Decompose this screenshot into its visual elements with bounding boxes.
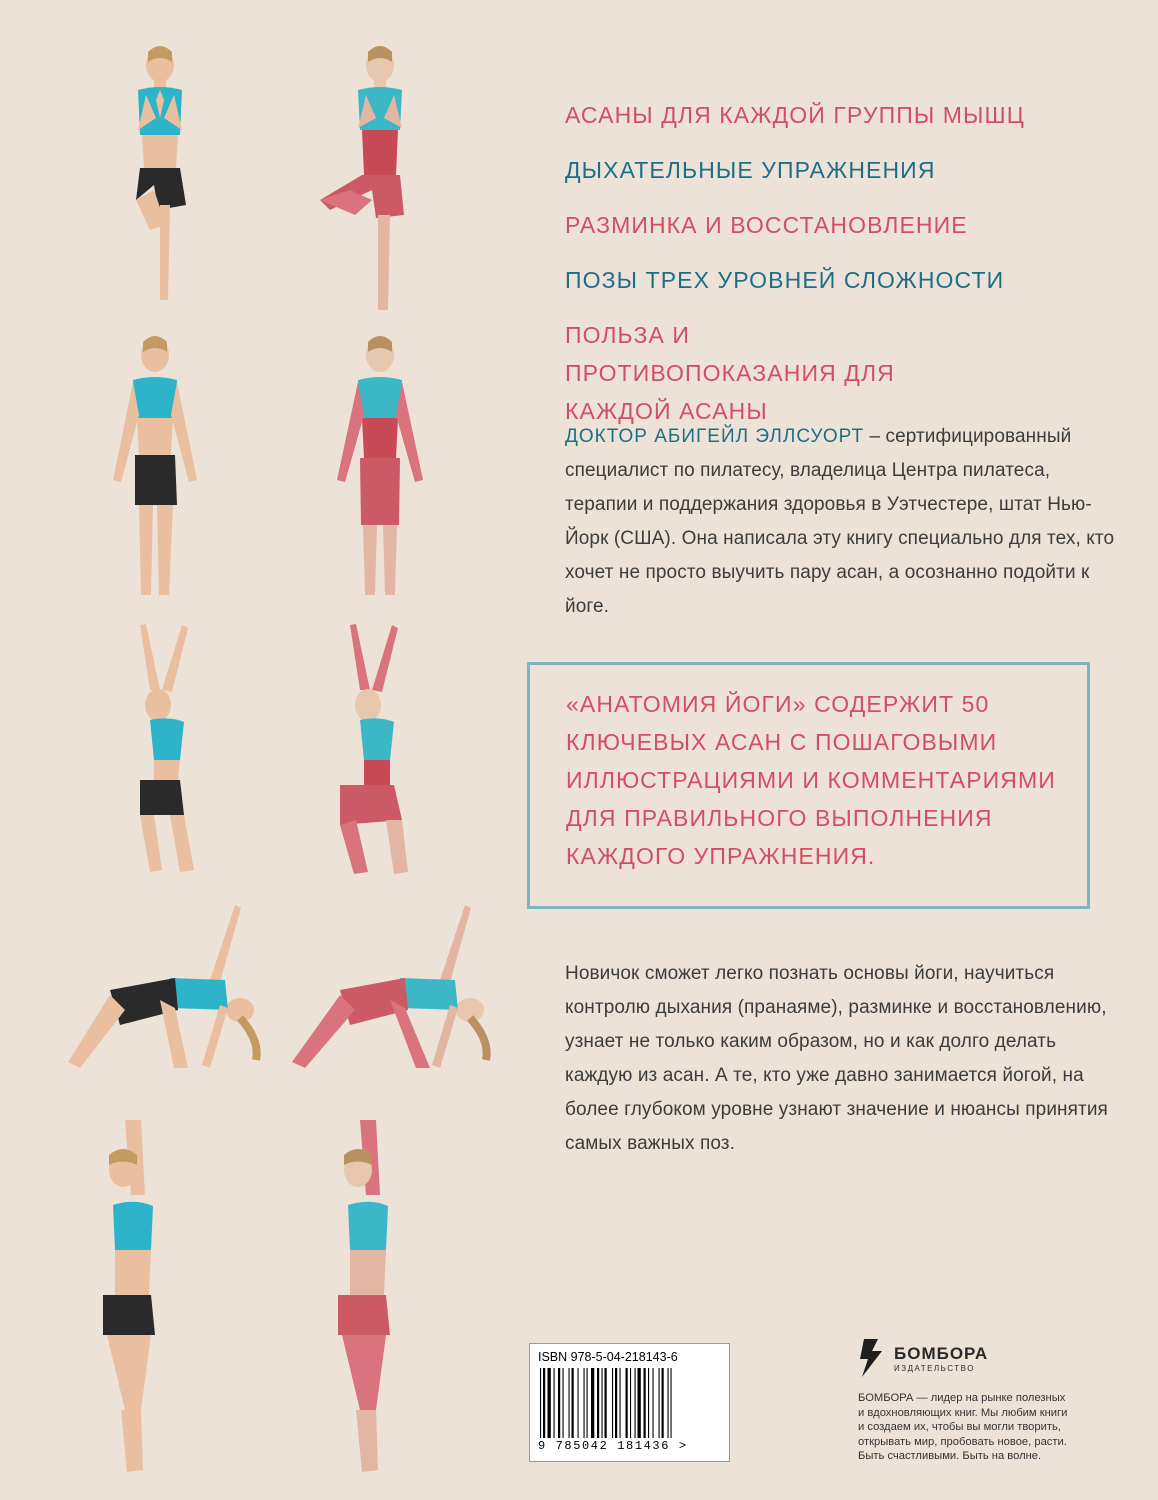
anatomy-chair-pose — [310, 620, 440, 880]
barcode-stripe — [612, 1368, 613, 1438]
anatomy-mountain-pose — [315, 330, 445, 605]
barcode-bars — [538, 1368, 722, 1438]
barcode-stripe — [587, 1368, 588, 1438]
isbn-label: ISBN 978-5-04-218143-6 — [538, 1350, 678, 1364]
anatomy-triangle-pose — [280, 900, 510, 1070]
publisher-subtitle: ИЗДАТЕЛЬСТВО — [894, 1363, 975, 1373]
barcode-stripe — [578, 1368, 579, 1438]
barcode-stripe — [584, 1368, 585, 1438]
anatomy-tree-pose — [310, 40, 440, 320]
pose-illustrations — [0, 0, 540, 1500]
barcode-stripe — [644, 1368, 646, 1438]
barcode-stripe — [548, 1368, 551, 1438]
barcode-number: 9 785042 181436 > — [538, 1439, 688, 1453]
barcode-stripe — [563, 1368, 564, 1438]
description: Новичок сможет легко познать основы йоги, научиться контролю дыхания (пранаяме), разминке и восстановлению, узнает не только каким образом, но и как долго делать каждую из асан. А те, кто уже давно занимается йогой, на более глубоком уровне узнают значение и нюансы принятия самых важных поз. — [565, 963, 1108, 1154]
barcode-stripe — [668, 1368, 669, 1438]
feature-item: АСАНЫ ДЛЯ КАЖДОЙ ГРУППЫ МЫШЦ — [565, 102, 1025, 128]
quote-text: «АНАТОМИЯ ЙОГИ» СОДЕРЖИТ 50 КЛЮЧЕВЫХ АСАН С ПОШАГОВЫМИ ИЛЛЮСТРАЦИЯМИ И КОММЕНТАРИЯМИ ДЛЯ ПРАВИЛЬНОГО ВЫПОЛНЕНИЯ КАЖДОГО УПРАЖНЕНИЯ. — [566, 691, 1056, 869]
barcode-stripe — [653, 1368, 654, 1438]
barcode-stripe — [662, 1368, 664, 1438]
feature-item: РАЗМИНКА И ВОССТАНОВЛЕНИЕ — [565, 212, 968, 238]
barcode-stripe — [554, 1368, 555, 1438]
publisher-name: БОМБОРА — [894, 1343, 989, 1363]
publisher-logo — [858, 1335, 1068, 1381]
isbn-barcode — [529, 1343, 730, 1462]
anatomy-eagle-pose — [310, 1110, 420, 1480]
feature-item: ПОЗЫ ТРЕХ УРОВНЕЙ СЛОЖНОСТИ — [565, 267, 1005, 293]
barcode-stripe — [638, 1368, 641, 1438]
bombora-wave-icon — [858, 1337, 888, 1379]
photo-mountain-pose — [95, 330, 215, 605]
barcode-stripe — [543, 1368, 545, 1438]
barcode-stripe — [605, 1368, 607, 1438]
feature-list — [565, 96, 1125, 447]
feature-item: ПОЛЬЗА И ПРОТИВОПОКАЗАНИЯ ДЛЯ КАЖДОЙ АСАНЫ — [565, 322, 895, 424]
barcode-stripe — [630, 1368, 631, 1438]
barcode-stripe — [626, 1368, 628, 1438]
barcode-stripe — [569, 1368, 570, 1438]
author-bio — [565, 420, 1127, 624]
barcode-stripe — [597, 1368, 599, 1438]
barcode-stripe — [558, 1368, 560, 1438]
photo-triangle-pose — [60, 900, 280, 1070]
quote-frame — [527, 662, 1090, 909]
photo-chair-pose — [110, 620, 220, 880]
barcode-stripe — [602, 1368, 603, 1438]
barcode-stripe — [620, 1368, 621, 1438]
barcode-stripe — [648, 1368, 649, 1438]
barcode-stripe — [671, 1368, 672, 1438]
barcode-stripe — [659, 1368, 660, 1438]
feature-item: ДЫХАТЕЛЬНЫЕ УПРАЖНЕНИЯ — [565, 157, 936, 183]
author-name: ДОКТОР АБИГЕЙЛ ЭЛЛСУОРТ — [565, 426, 865, 447]
barcode-stripe — [615, 1368, 617, 1438]
photo-tree-pose — [100, 40, 220, 320]
barcode-stripe — [635, 1368, 636, 1438]
publisher-text: БОМБОРА — лидер на рынке полезных и вдохновляющих книг. Мы любим книги и создаем их, чтобы вы могли творить, открывать мир, пробовать новое, расти. Быть счастливыми. Быть на волне. — [858, 1392, 1068, 1463]
publisher-block — [858, 1335, 1068, 1464]
author-text: – сертифицированный специалист по пилатесу, владелица Центра пилатеса, терапии и поддержания здоровья в Уэтчестере, штат Нью-Йорк (США). Она написала эту книгу специально для тех, кто хочет не просто выучить пару асан, а осознанно подойти к йоге. — [565, 426, 1115, 617]
barcode-stripe — [572, 1368, 574, 1438]
barcode-stripe — [540, 1368, 541, 1438]
photo-eagle-pose — [85, 1110, 185, 1480]
barcode-stripe — [591, 1368, 594, 1438]
